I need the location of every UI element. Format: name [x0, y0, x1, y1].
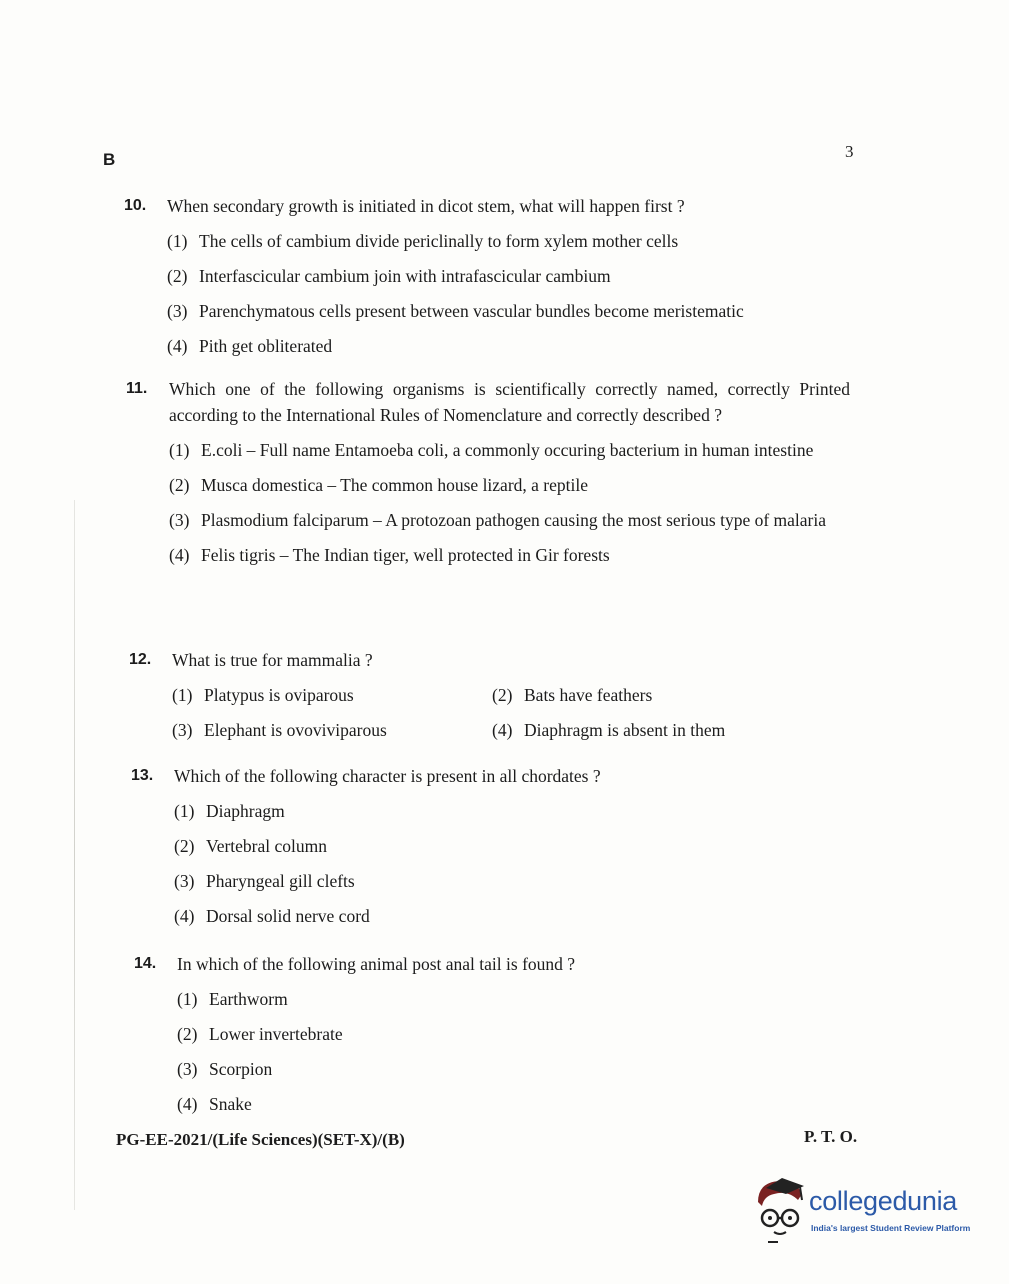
question-11: [126, 376, 850, 577]
option-4[interactable]: [169, 542, 850, 568]
option-text: Bats have feathers: [524, 685, 653, 705]
option-4[interactable]: [174, 903, 831, 929]
option-3[interactable]: [172, 717, 492, 743]
option-text: Lower invertebrate: [209, 1024, 343, 1044]
option-grid: [172, 682, 829, 743]
option-number: (4): [167, 336, 188, 356]
option-text: Diaphragm: [206, 801, 285, 821]
question-number: 12.: [129, 651, 152, 668]
option-text: Parenchymatous cells present between vascular bundles become meristematic: [199, 301, 744, 321]
option-4[interactable]: [167, 333, 824, 359]
option-4[interactable]: [177, 1091, 834, 1117]
option-number: (1): [169, 440, 190, 460]
set-letter: B: [103, 150, 116, 169]
option-text: Pharyngeal gill clefts: [206, 871, 355, 891]
option-number: (2): [177, 1024, 198, 1044]
option-number: (1): [172, 685, 193, 705]
option-list: [174, 798, 831, 929]
question-number: 14.: [134, 955, 157, 972]
question-14: [134, 951, 834, 1126]
pto-label: P. T. O.: [804, 1127, 858, 1146]
option-2[interactable]: [492, 682, 812, 708]
option-number: (1): [174, 801, 195, 821]
option-2[interactable]: [174, 833, 831, 859]
option-number: (2): [492, 685, 513, 705]
option-number: (3): [169, 510, 190, 530]
question-10: [124, 193, 824, 368]
option-2[interactable]: [177, 1021, 834, 1047]
option-text: Pith get obliterated: [199, 336, 333, 356]
option-3[interactable]: [177, 1056, 834, 1082]
question-text: In which of the following animal post anal tail is found ?: [177, 954, 576, 974]
question-number: 11.: [126, 380, 148, 397]
option-list: [167, 228, 824, 359]
option-2[interactable]: [167, 263, 824, 289]
option-3[interactable]: [174, 868, 831, 894]
option-text: Elephant is ovoviviparous: [204, 720, 387, 740]
page-number: 3: [845, 142, 854, 161]
option-number: (2): [169, 475, 190, 495]
question-text: Which one of the following organisms is scientifically correctly named, correctly Printed according to the International Rules of Nomenclature and correctly described ?: [169, 379, 850, 425]
option-3[interactable]: [167, 298, 824, 324]
option-number: (3): [177, 1059, 198, 1079]
collegedunia-watermark: [752, 1176, 982, 1246]
question-number: 13.: [131, 767, 154, 784]
option-1[interactable]: [174, 798, 831, 824]
option-number: (4): [169, 545, 190, 565]
option-number: (2): [174, 836, 195, 856]
option-text: E.coli – Full name Entamoeba coli, a commonly occuring bacterium in human intestine: [201, 440, 814, 460]
brand-tagline: India's largest Student Review Platform: [811, 1223, 971, 1233]
question-text: Which of the following character is present in all chordates ?: [174, 766, 601, 786]
option-number: (1): [167, 231, 188, 251]
option-text: Plasmodium falciparum – A protozoan pathogen causing the most serious type of malaria: [201, 510, 827, 530]
question-text: What is true for mammalia ?: [172, 650, 373, 670]
option-list: [177, 986, 834, 1117]
question-12: [129, 647, 829, 743]
option-list: [169, 437, 850, 568]
option-number: (3): [174, 871, 195, 891]
option-1[interactable]: [167, 228, 824, 254]
question-text: When secondary growth is initiated in dicot stem, what will happen first ?: [167, 196, 685, 216]
option-text: Earthworm: [209, 989, 288, 1009]
option-text: Felis tigris – The Indian tiger, well protected in Gir forests: [201, 545, 610, 565]
paper-code: PG-EE-2021/(Life Sciences)(SET-X)/(B): [116, 1130, 405, 1149]
brand-name: collegedunia: [809, 1186, 958, 1216]
option-number: (4): [177, 1094, 198, 1114]
mascot-icon: [752, 1176, 808, 1244]
option-4[interactable]: [492, 717, 812, 743]
option-number: (1): [177, 989, 198, 1009]
option-1[interactable]: [169, 437, 850, 463]
option-text: Platypus is oviparous: [204, 685, 354, 705]
option-text: Vertebral column: [206, 836, 327, 856]
option-number: (4): [174, 906, 195, 926]
question-13: [131, 763, 831, 938]
option-text: Snake: [209, 1094, 252, 1114]
option-number: (4): [492, 720, 513, 740]
option-1[interactable]: [177, 986, 834, 1012]
option-number: (3): [167, 301, 188, 321]
option-text: Dorsal solid nerve cord: [206, 906, 370, 926]
page-edge: [74, 500, 75, 1210]
option-text: Scorpion: [209, 1059, 273, 1079]
option-number: (3): [172, 720, 193, 740]
option-1[interactable]: [172, 682, 492, 708]
option-text: Interfascicular cambium join with intrafascicular cambium: [199, 266, 611, 286]
option-2[interactable]: [169, 472, 850, 498]
option-text: The cells of cambium divide periclinally to form xylem mother cells: [199, 231, 679, 251]
option-number: (2): [167, 266, 188, 286]
option-text: Diaphragm is absent in them: [524, 720, 726, 740]
option-3[interactable]: [169, 507, 850, 533]
option-text: Musca domestica – The common house lizard, a reptile: [201, 475, 588, 495]
question-number: 10.: [124, 197, 147, 214]
